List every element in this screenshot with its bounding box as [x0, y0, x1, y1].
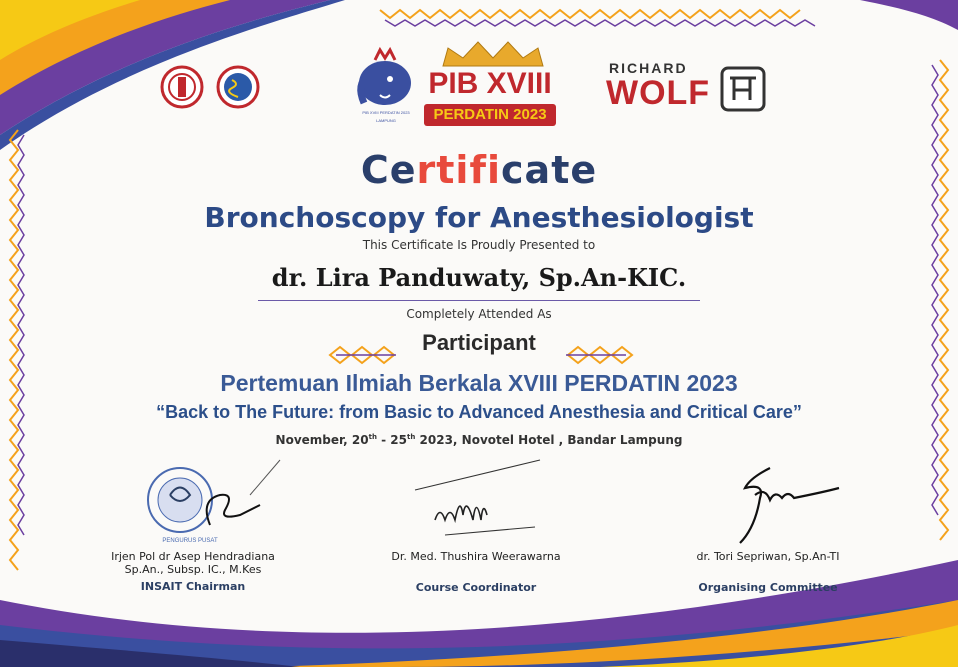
pib-caption: PIB XVIII PERDATIN 2023	[362, 110, 410, 115]
signatory-3	[658, 550, 878, 594]
recipient-name: dr. Lira Panduwaty, Sp.An-KIC.	[271, 263, 687, 292]
stamp-and-signature-1	[140, 455, 290, 550]
signatory-1-name: Irjen Pol dr Asep Hendradiana	[111, 550, 275, 563]
event-dates: November, 20th - 25th 2023, Novotel Hotel , Bandar Lampung	[275, 433, 683, 447]
attended-text: Completely Attended As	[406, 307, 552, 321]
stamp-caption: PENGURUS PUSAT	[162, 538, 218, 544]
signatory-2-name: Dr. Med. Thushira Weerawarna	[391, 550, 561, 563]
signatory-1	[83, 550, 303, 593]
certificate-title	[0, 148, 958, 192]
event-theme: “Back to The Future: from Basic to Advanced Anesthesia and Critical Care”	[156, 402, 802, 422]
pib-subtitle: PERDATIN 2023	[424, 104, 556, 126]
title-part2: rtifi	[416, 148, 502, 192]
richard-text: RICHARD	[609, 60, 688, 76]
crown-icon	[438, 40, 548, 68]
signatory-3-name: dr. Tori Sepriwan, Sp.An-TI	[696, 550, 840, 563]
event-title: Pertemuan Ilmiah Berkala XVIII PERDATIN 2023	[220, 370, 738, 396]
signatory-2	[366, 550, 586, 594]
pib-sub: LAMPUNG	[376, 118, 396, 123]
title-part1: Ce	[360, 148, 417, 192]
signature-3	[715, 460, 845, 550]
signatory-2-title: Course Coordinator	[415, 581, 537, 594]
role-label: Participant	[422, 330, 536, 355]
name-underline	[258, 300, 700, 301]
signatory-3-title: Organising Committee	[698, 581, 838, 594]
signatory-1-title: INSAIT Chairman	[140, 580, 246, 593]
pib-title: PIB XVIII	[428, 67, 552, 100]
title-part3: cate	[501, 148, 598, 192]
signature-2	[410, 455, 550, 545]
wolf-text: WOLF	[606, 74, 711, 112]
idsai-logo-icon	[160, 62, 270, 112]
richard-wolf-logo-icon	[720, 66, 766, 112]
course-title: Bronchoscopy for Anesthesiologist	[204, 201, 754, 234]
presented-text: This Certificate Is Proudly Presented to	[362, 238, 596, 252]
signatory-1-credentials: Sp.An., Subsp. IC., M.Kes	[124, 563, 262, 576]
